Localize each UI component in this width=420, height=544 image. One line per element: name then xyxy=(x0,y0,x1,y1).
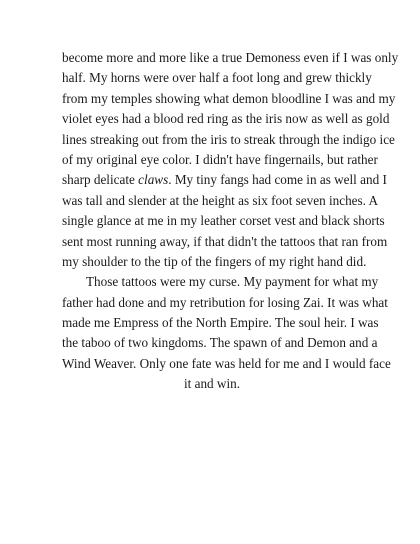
text-line: the taboo of two kingdoms. The spawn of and Demon and a xyxy=(62,335,378,351)
text-line: sent most running away, if that didn't the tattoos that ran from xyxy=(62,233,388,249)
text-line: single glance at me in my leather corset vest and black shorts xyxy=(62,213,385,229)
text-line: of my original eye color. I didn't have fingernails, but rather xyxy=(62,151,378,167)
text-line: made me Empress of the North Empire. The soul heir. I was xyxy=(62,315,379,331)
text-line: my shoulder to the tip of the fingers of my right hand did. xyxy=(62,253,367,269)
italic-word: claws xyxy=(138,172,169,188)
text-line: it and win. xyxy=(183,376,241,392)
body-text xyxy=(62,48,399,395)
text-line: violet eyes had a blood red ring as the iris now as well as gold xyxy=(62,111,390,127)
text-line: become more and more like a true Demoness even if I was only xyxy=(62,50,399,65)
text-line: Wind Weaver. Only one fate was held for me and I would face xyxy=(62,355,391,371)
text-line: half. My horns were over half a foot long and grew thickly xyxy=(62,70,372,86)
text-run: . My tiny fangs had come in as well and I xyxy=(168,172,387,188)
text-line xyxy=(62,170,387,190)
text-line: lines streaking out from the iris to streak through the indigo ice xyxy=(62,131,395,147)
text-line: father had done and my retribution for losing Zai. It was what xyxy=(62,294,388,310)
text-line: Those tattoos were my curse. My payment for what my xyxy=(86,274,379,290)
text-run: sharp delicate xyxy=(62,172,139,188)
paragraph-1 xyxy=(62,48,399,272)
text-line: from my temples showing what demon bloodline I was and my xyxy=(62,90,396,106)
paragraph-2 xyxy=(62,272,391,394)
text-line: was tall and slender at the height as six foot seven inches. A xyxy=(62,192,379,208)
